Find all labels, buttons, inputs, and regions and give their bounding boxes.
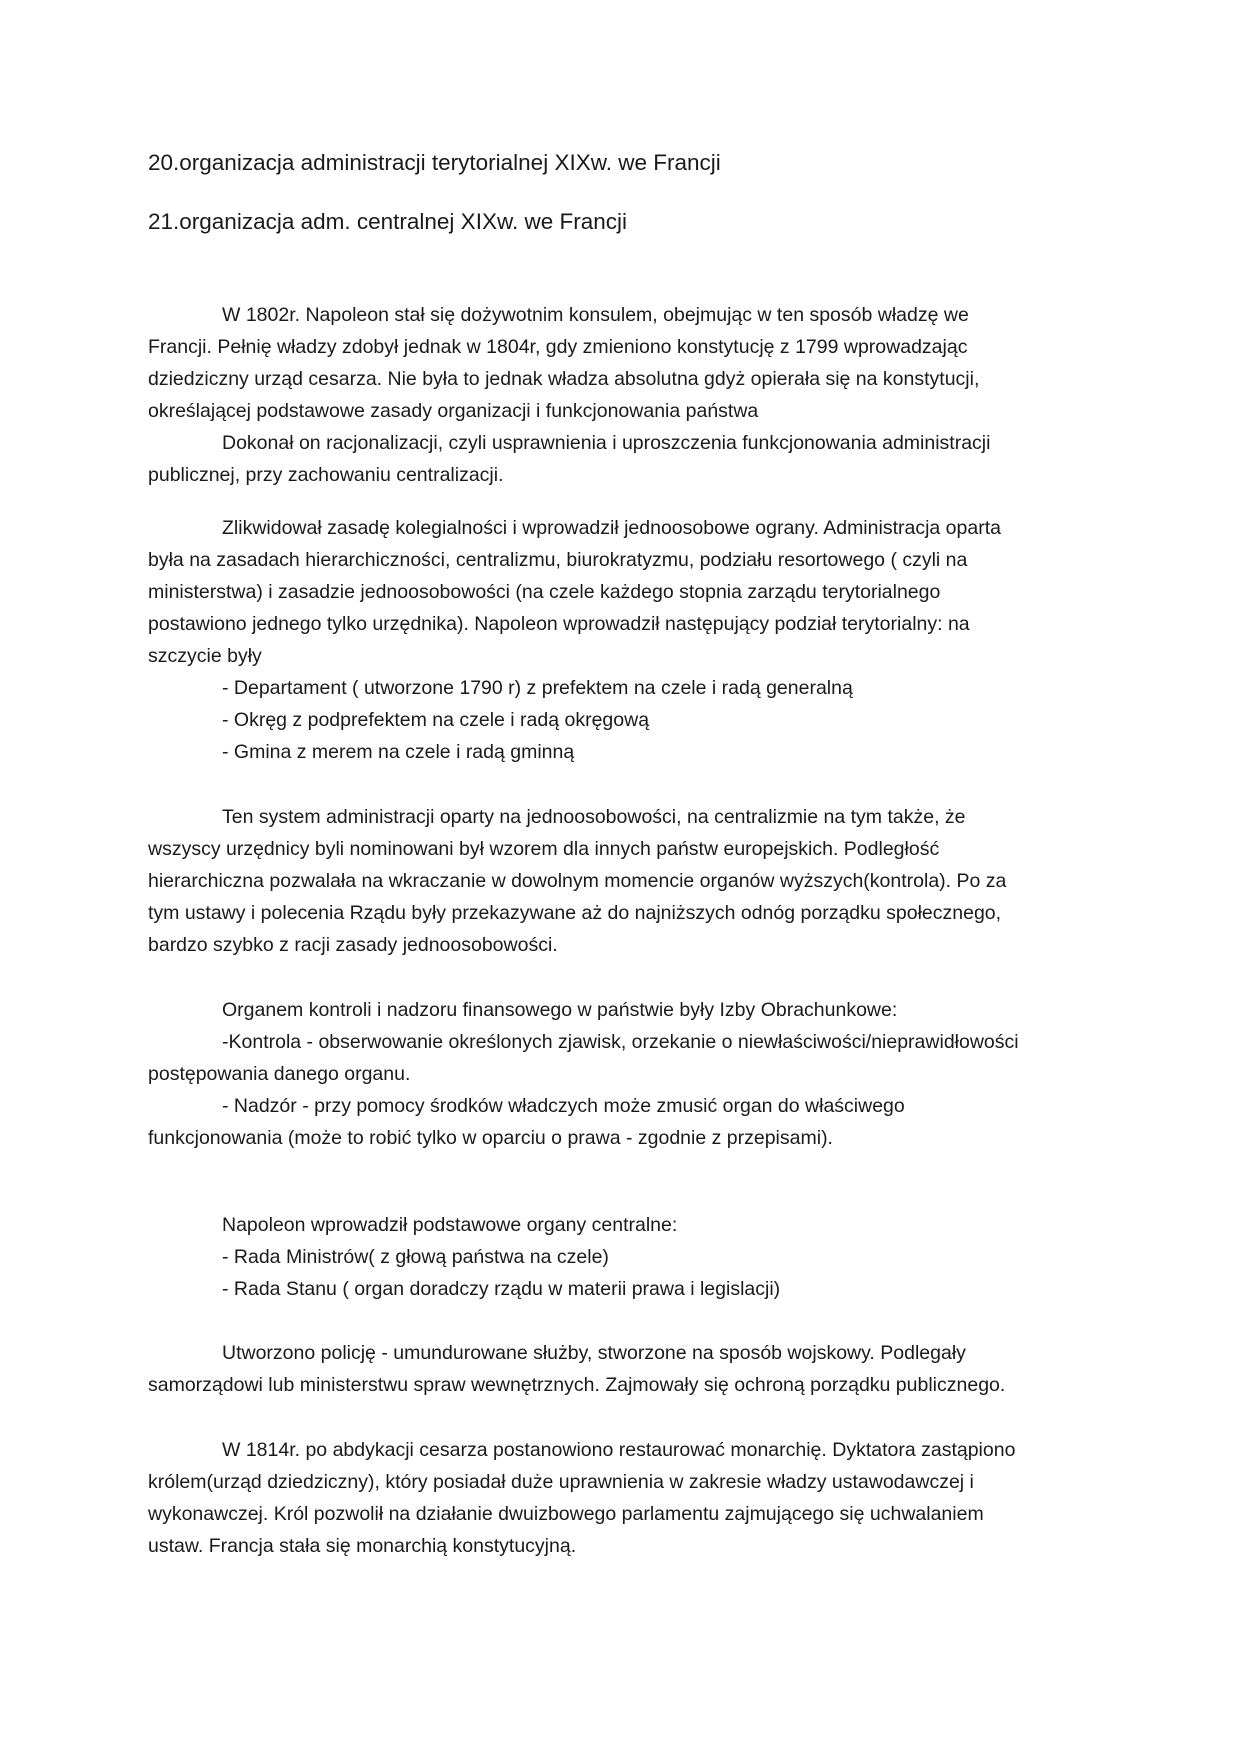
text-line: Utworzono policję - umundurowane służby, stworzone na sposób wojskowy. Podlegały [222, 1342, 966, 1364]
list-item: - Departament ( utworzone 1790 r) z prefektem na czele i radą generalną [222, 677, 853, 699]
list-item: - Rada Ministrów( z głową państwa na czele) [222, 1246, 609, 1268]
text-line: Zlikwidował zasadę kolegialności i wprowadził jednoosobowe ograny. Administracja oparta [222, 517, 1001, 539]
list-item: - Rada Stanu ( organ doradczy rządu w materii prawa i legislacji) [222, 1278, 781, 1300]
text-line: wykonawczej. Król pozwolił na działanie dwuizbowego parlamentu zajmującego się uchwalaniem [148, 1503, 984, 1525]
text-line: postawiono jednego tylko urzędnika). Napoleon wprowadził następujący podział terytorialny: na [148, 613, 970, 635]
text-line: dziedziczny urząd cesarza. Nie była to jednak władza absolutna gdyż opierała się na konstytucji, [148, 368, 980, 390]
text-line: szczycie były [148, 645, 262, 667]
text-line: określającej podstawowe zasady organizacji i funkcjonowania państwa [148, 400, 759, 422]
text-line: W 1814r. po abdykacji cesarza postanowiono restaurować monarchię. Dyktatora zastąpiono [222, 1439, 1016, 1461]
text-line: Ten system administracji oparty na jednoosobowości, na centralizmie na tym także, że [222, 806, 966, 828]
list-item: - Okręg z podprefektem na czele i radą okręgową [222, 709, 650, 731]
text-line: tym ustawy i polecenia Rządu były przekazywane aż do najniższych odnóg porządku społecznego, [148, 902, 1002, 924]
text-line: była na zasadach hierarchiczności, centralizmu, biurokratyzmu, podziału resortowego ( czyli na [148, 549, 968, 571]
heading-21: 21.organizacja adm. centralnej XIXw. we Francji [148, 209, 627, 234]
list-item: - Nadzór - przy pomocy środków władczych może zmusić organ do właściwego [222, 1095, 905, 1117]
text-line: W 1802r. Napoleon stał się dożywotnim konsulem, obejmując w ten sposób władzę we [222, 304, 969, 326]
text-line: postępowania danego organu. [148, 1063, 411, 1085]
text-line: Francji. Pełnię władzy zdobył jednak w 1804r, gdy zmieniono konstytucję z 1799 wprowadzając [148, 336, 968, 358]
text-line: hierarchiczna pozwalała na wkraczanie w dowolnym momencie organów wyższych(kontrola). Po za [148, 870, 1007, 892]
text-line: królem(urząd dziedziczny), który posiadał duże uprawnienia w zakresie władzy ustawodawczej i [148, 1471, 974, 1493]
text-line: ministerstwa) i zasadzie jednoosobowości (na czele każdego stopnia zarządu terytorialnego [148, 581, 941, 603]
text-line: ustaw. Francja stała się monarchią konstytucyjną. [148, 1535, 577, 1557]
list-item: -Kontrola - obserwowanie określonych zjawisk, orzekanie o niewłaściwości/nieprawidłowości [222, 1031, 1019, 1053]
text-line: samorządowi lub ministerstwu spraw wewnętrznych. Zajmowały się ochroną porządku publicznego. [148, 1374, 1006, 1396]
text-line: Napoleon wprowadził podstawowe organy centralne: [222, 1214, 678, 1236]
text-line: publicznej, przy zachowaniu centralizacji. [148, 464, 504, 486]
text-line: bardzo szybko z racji zasady jednoosobowości. [148, 934, 558, 956]
heading-20: 20.organizacja administracji terytorialnej XIXw. we Francji [148, 150, 721, 175]
text-line: Dokonał on racjonalizacji, czyli usprawnienia i uproszczenia funkcjonowania administracji [222, 432, 991, 454]
text-line: Organem kontroli i nadzoru finansowego w państwie były Izby Obrachunkowe: [222, 999, 898, 1021]
text-line: wszyscy urzędnicy byli nominowani był wzorem dla innych państw europejskich. Podległość [148, 838, 940, 860]
list-item: - Gmina z merem na czele i radą gminną [222, 741, 575, 763]
text-line: funkcjonowania (może to robić tylko w oparciu o prawa - zgodnie z przepisami). [148, 1127, 833, 1149]
